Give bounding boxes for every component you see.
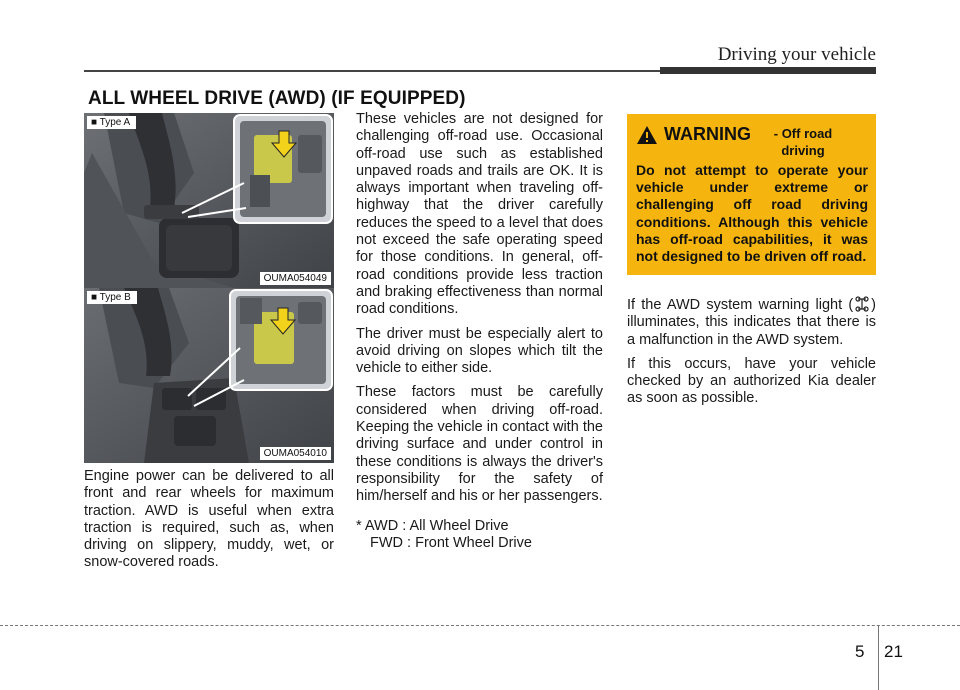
footer-rule <box>0 625 960 626</box>
footer-divider <box>878 625 879 690</box>
warning-triangle-icon <box>636 125 658 145</box>
console-illustration-b <box>84 288 334 463</box>
paragraph: Engine power can be delivered to all front and rear wheels for maximum traction. AWD is useful when extra traction is required, such as, when driving on slippery, muddy, wet, or snow-covered roads. <box>84 468 334 571</box>
console-illustration-a <box>84 113 334 288</box>
text-run: ) illuminates, this indicates that there is a malfunction in the AWD system. <box>627 297 876 348</box>
abbreviation-note <box>356 518 603 553</box>
warning-body: Do not attempt to operate your vehicle under extreme or challenging off road driving conditions. Although this vehicle has off-road capabilities, it was not designed to be driven off road. <box>636 162 868 265</box>
header-rule <box>84 70 660 72</box>
warning-header <box>636 124 868 162</box>
figure-type-label: ■ Type B <box>87 291 137 304</box>
note-line: * AWD : All Wheel Drive <box>356 517 509 534</box>
paragraph: These factors must be carefully considered when driving off-road. Keeping the vehicle in contact with the driving surface and under control in these conditions is always the driver's responsibility for the safety of him/herself and his or her passengers. <box>356 384 603 505</box>
figure-type-a <box>84 113 334 288</box>
running-header: Driving your vehicle <box>717 44 876 65</box>
figure-type-label: ■ Type A <box>87 116 136 129</box>
middle-column <box>356 111 603 559</box>
note-line: FWD : Front Wheel Drive <box>370 534 532 551</box>
warning-subheading: - Off road driving <box>773 126 833 158</box>
figure-code: OUMA054010 <box>260 447 331 460</box>
section-title: ALL WHEEL DRIVE (AWD) (IF EQUIPPED) <box>88 88 466 109</box>
page-number: 21 <box>884 642 903 661</box>
warning-heading: WARNING <box>664 124 751 144</box>
awd-warning-light-icon <box>853 295 871 313</box>
paragraph: These vehicles are not designed for challenging off-road use. Occasional off-road use such as established unpaved roads and trails are OK. It is always important when traveling off-highway that the driver carefully reduces the speed to a level that does not exceed the safe operating speed for those conditions. In general, off-road conditions provide less traction and braking effectiveness than normal road conditions. <box>356 111 603 318</box>
paragraph: The driver must be especially alert to avoid driving on slopes which tilt the vehicle to either side. <box>356 325 603 377</box>
text-run: If the AWD system warning light ( <box>627 297 854 313</box>
figure-code: OUMA054049 <box>260 272 331 285</box>
left-column <box>84 468 334 579</box>
chapter-number: 5 <box>855 642 865 661</box>
paragraph <box>627 295 876 349</box>
figure-type-b <box>84 288 334 463</box>
header-rule-bar <box>660 67 876 74</box>
paragraph: If this occurs, have your vehicle checked by an authorized Kia dealer as soon as possible. <box>627 355 876 407</box>
warning-box <box>627 114 876 275</box>
right-column <box>627 295 876 415</box>
